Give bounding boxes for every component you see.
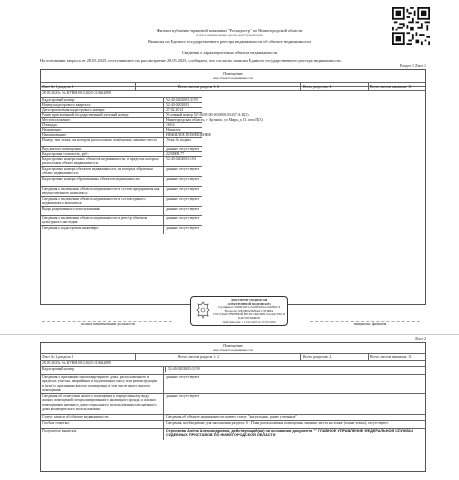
sections-total-2: Всего разделов: 2 xyxy=(303,355,332,359)
electronic-signature-stamp xyxy=(190,296,288,326)
object-kind-2: Помещение xyxy=(223,344,243,348)
section-page-label: Раздел 1 Лист 1 xyxy=(400,64,426,68)
row-value: данные отсутствуют xyxy=(166,215,200,220)
row-label: Сведения о включении объекта недвижимости в состав предприятия как имущественного комплекса: xyxy=(42,186,160,195)
row-value: данные отсутствуют xyxy=(166,393,200,398)
row-value: данные отсутствуют xyxy=(166,146,200,151)
row-value: 52:40:0202003:3159 xyxy=(166,97,198,102)
row-label: Кадастровые номера образованных объектов недвижимости: xyxy=(42,176,141,181)
stamp-title: ДОКУМЕНТ ПОДПИСАН xyxy=(230,298,268,302)
row-label: Кадастровые номера объектов недвижимости, из которых образован объект недвижимости: xyxy=(42,166,153,175)
sections-total: Всего разделов: 2 xyxy=(303,85,332,89)
row-value: 52:40:0202003:104 xyxy=(166,156,196,161)
sheet-label: Лист 2 xyxy=(414,337,426,341)
row-label: Получатель выписки: xyxy=(42,428,77,433)
row-value: Стрелкова Алёна Александровна, действующий(ая) на основании документа "" ГЛАВНОЕ УПРАВЛЕНИЕ ФЕДЕРАЛЬНОЙ СЛУЖБЫ СУДЕБНЫХ ПРИСТАВОВ ПО НИЖЕГОРОДСКОЙ ОБЛАСТИ xyxy=(166,428,413,437)
date-number-2: 28.05.2025г. № КУВИ-001/2025-113662089 xyxy=(42,361,111,365)
org-name: Филиал публично-правовой компании "Роскадастр" по Нижегородской области xyxy=(156,28,303,33)
pages-total: Всего листов выписки: 11 xyxy=(370,85,412,89)
sheets-total-2: Всего листов раздела 1: 2 xyxy=(178,355,220,359)
row-value: 2230008.77 xyxy=(166,151,185,156)
row-label: Ранее присвоенный государственный учетный номер: xyxy=(42,112,130,117)
signer-name-caption: инициалы, фамилия xyxy=(353,322,387,326)
row-label: Сведения о включении объекта недвижимости в состав единого недвижимого комплекса: xyxy=(42,196,146,205)
row-value: данные отсутствуют xyxy=(166,374,200,379)
row-value: данные отсутствуют xyxy=(166,176,200,181)
row-label: Виды разрешенного использования: xyxy=(42,206,101,211)
row-label: Номер кадастрового квартала: xyxy=(42,102,91,107)
row-value: 52:40:0202003 xyxy=(166,102,189,107)
sheet-number: Лист № 1 раздела 1 xyxy=(42,85,74,89)
row-label: Кадастровый номер: xyxy=(42,97,76,102)
document-subtitle: Сведения о характеристиках объекта недвижимости xyxy=(181,50,278,55)
row-value: Сведения, необходимые для заполнения раздела: 6 - План расположения помещения, машино-места на этаже (плане этажа), отсутствуют. xyxy=(166,420,389,425)
sheet-number-2: Лист № 2 раздела 1 xyxy=(42,355,74,359)
row-label: Кадастровая стоимость, руб.: xyxy=(42,151,90,156)
org-caption: полное наименование органа регистрации прав xyxy=(196,33,263,37)
row-value: данные отсутствуют xyxy=(166,186,200,191)
cadastral-number-label: Кадастровый номер xyxy=(42,367,75,371)
row-label: Статус записи об объекте недвижимости: xyxy=(42,414,109,419)
row-value: Нижегородская область, г Арзамас, ул Мира, д 15, пом П(3) xyxy=(166,117,263,122)
row-value: НЕЖИЛОЕ ПОМЕЩЕНИЕ xyxy=(166,132,211,137)
row-label: Особые отметки: xyxy=(42,420,70,425)
stamp-owner: Владелец: ФЕДЕРАЛЬНАЯ СЛУЖБА ГОСУДАРСТВЕННОЙ РЕГИСТРАЦИИ, КАДАСТРА И КАРТОГРАФИИ xyxy=(213,308,285,320)
emblem-icon xyxy=(196,301,210,319)
request-basis: На основании запроса от 28.05.2025, поступившего на рассмотрение 28.05.2025, сообщаем, что согласно записям Единого государственного реестра недвижимости: xyxy=(40,58,342,63)
row-value: данные отсутствуют xyxy=(166,206,200,211)
row-label: Наименование: xyxy=(42,132,67,137)
row-label: Номер, тип этажа, на котором расположено помещение, машино-место xyxy=(42,137,157,142)
stamp-validity: Действителен: с 11.02.2025 по 07.05.2026 xyxy=(222,319,276,324)
row-value: данные отсутствуют xyxy=(166,225,200,230)
object-kind: Помещение xyxy=(223,72,243,76)
row-value: 27.02.2014 xyxy=(166,107,184,112)
row-value: Этаж № подвал xyxy=(166,137,192,142)
row-label: Сведения о кадастровом инженере: xyxy=(42,225,100,230)
row-label: Сведения об отнесении жилого помещения к определенному виду жилых помещений специализированного жилищного фонда, к жилым помещениям наемного дома социального использования или наемного дома коммерческого использования: xyxy=(42,393,157,411)
row-label: Вид жилого помещения: xyxy=(42,146,82,151)
row-value: данные отсутствуют xyxy=(166,166,200,171)
object-kind-caption: вид объекта недвижимости xyxy=(213,76,253,80)
row-label: Дата присвоения кадастрового номера: xyxy=(42,107,106,112)
row-value: Нежилое xyxy=(166,127,181,132)
row-label: Сведения о включении объекта недвижимости в реестр объектов культурного наследия: xyxy=(42,215,148,224)
row-label: Площадь: xyxy=(42,122,58,127)
row-label: Местоположение: xyxy=(42,117,71,122)
cadastral-number-value: 52:40:0202003:3159 xyxy=(168,367,200,371)
object-kind-caption-2: вид объекта недвижимости xyxy=(213,348,253,352)
row-value: данные отсутствуют xyxy=(166,196,200,201)
row-value: Условный номер 52-40/05:00-00:0000:05437:А:II(3) xyxy=(166,112,249,117)
document-title: Выписка из Единого государственного реестра недвижимости об объекте недвижимости xyxy=(148,39,311,44)
sheets-total: Всего листов раздела 1: 2 xyxy=(178,85,220,89)
row-label: Назначение: xyxy=(42,127,62,132)
row-value: Сведения об объекте недвижимости имеют статус "актуальные, ранее учтенные" xyxy=(166,414,297,419)
row-label: Сведения о признании многоквартирного дома, расположенного в пределах участка, аварийным и подлежащим сносу или реконструкции и (или) о признании жилого помещения, в том числе иного жилого помещения: xyxy=(42,374,158,392)
stamp-subtitle: ЭЛЕКТРОННОЙ ПОДПИСЬЮ xyxy=(227,301,271,306)
signer-position-caption: полное наименование должности xyxy=(81,322,135,326)
row-value: 160.6 xyxy=(166,122,175,127)
row-label: Кадастровые номера иных объектов недвижимости, в пределах которых расположен объект недвижимости: xyxy=(42,156,159,165)
stamp-certificate: Сертификат: 00d9b5e8c1a7e2f4b6d3a1c0e9f8d7c6 xyxy=(217,305,281,310)
date-number: 28.05.2025г. № КУВИ-001/2025-113662089 xyxy=(42,91,111,95)
pages-total-2: Всего листов выписки: 11 xyxy=(370,355,412,359)
